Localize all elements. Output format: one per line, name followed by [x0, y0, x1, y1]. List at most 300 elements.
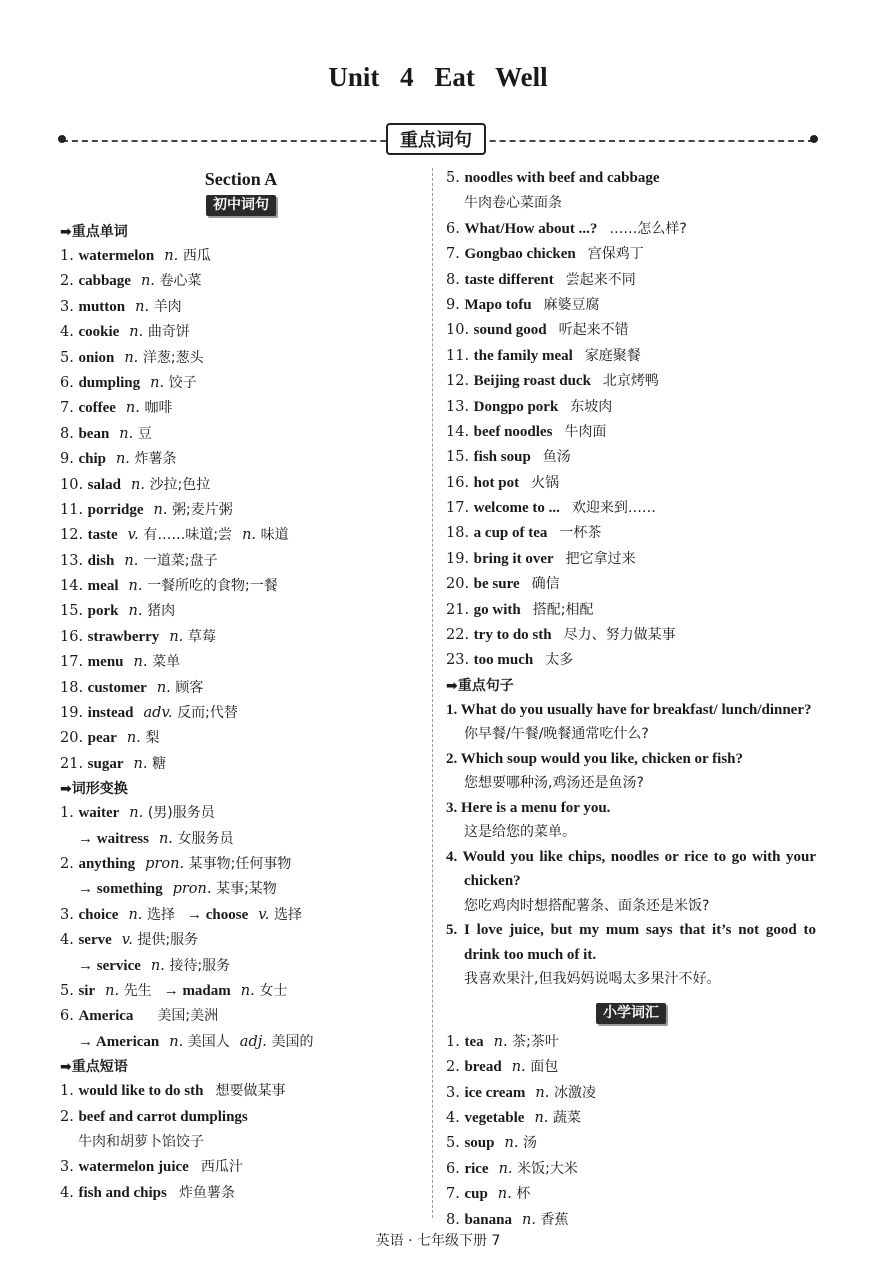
entry-word: Beijing roast duck: [473, 373, 591, 390]
sentences-list: [446, 698, 816, 992]
entry-number: 6.: [446, 1160, 465, 1177]
phrase-row: [60, 1155, 422, 1180]
entry-number: 20.: [446, 576, 474, 593]
entry-word: porridge: [87, 501, 144, 518]
entry-number: 4.: [446, 1109, 465, 1126]
entry-word: watermelon: [78, 248, 155, 264]
words-list: [60, 244, 422, 777]
entry-meaning: 听起来不错: [558, 322, 629, 339]
entry-number: 15.: [446, 449, 474, 466]
entry-number: 1.: [446, 1033, 465, 1050]
form-row: [60, 827, 422, 852]
entry-meaning: 某事;某物: [216, 881, 277, 898]
entry-number: 8.: [60, 425, 79, 442]
phrase-row: [60, 1079, 422, 1104]
entry-word: welcome to ...: [473, 500, 560, 517]
entry-meaning: 糖: [152, 755, 167, 772]
entry-meaning: 牛肉面: [564, 423, 607, 440]
phrases-list-left: [60, 1079, 422, 1206]
entry-pos: n.: [133, 755, 153, 772]
entry-word: → service: [78, 957, 141, 974]
entry-word: serve: [78, 932, 112, 949]
entry-pos: n.: [126, 730, 146, 747]
entry-pos: n.: [169, 1033, 188, 1050]
entry-word: cookie: [78, 324, 120, 341]
entry-number: 1.: [60, 805, 79, 822]
word-row: [60, 625, 422, 650]
entry-word: be sure: [473, 576, 520, 593]
entry-number: 12.: [60, 527, 88, 544]
page-footer: 英语 · 七年级下册 7: [375, 1233, 501, 1249]
entry-word: → waitress: [78, 830, 149, 847]
entry-meaning: 想要做某事: [215, 1083, 286, 1100]
word-row: [60, 371, 422, 396]
sentence-chinese: 您吃鸡肉时想搭配薯条、面条还是米饭?: [464, 897, 710, 914]
phrase-row: [60, 1105, 422, 1130]
entry-number: 11.: [446, 347, 474, 364]
entry-meaning: 沙拉;色拉: [149, 476, 211, 493]
entry-number: 3.: [446, 1084, 465, 1101]
entry-word: fish soup: [473, 449, 531, 466]
entry-number: 21.: [446, 601, 474, 618]
entry-pos: n.: [511, 1059, 531, 1076]
form-row: [60, 852, 422, 877]
phrase-row: [446, 217, 816, 242]
entry-number: 3.: [60, 298, 79, 315]
word-row: [60, 549, 422, 574]
entry-meaning: 接待;服务: [169, 957, 231, 974]
entry-number: 23.: [446, 652, 474, 669]
entry-number: 10.: [60, 476, 88, 493]
entry-word: Gongbao chicken: [464, 246, 576, 263]
phrase-row: [446, 572, 816, 597]
form-row: [60, 1004, 422, 1029]
phrase-row: [446, 344, 816, 369]
entry-meaning: 北京烤鸭: [602, 373, 659, 390]
entry-meaning: 美国人: [187, 1033, 230, 1050]
word-row: [60, 650, 422, 675]
entry-number: 4.: [60, 932, 79, 949]
entry-number: 1.: [60, 248, 79, 264]
entry-pos: n.: [124, 552, 143, 569]
entry-pos: n.: [493, 1033, 513, 1050]
phrase-translation: [446, 191, 816, 216]
sentence-english: 2. Which soup would you like, chicken or fish?: [446, 750, 744, 767]
entry-pos-2: n.: [242, 527, 261, 544]
entry-word: bread: [464, 1059, 502, 1076]
entry-number: 17.: [60, 654, 88, 671]
entry-number: 16.: [446, 474, 474, 491]
phrase-row: [446, 648, 816, 673]
entry-pos: n.: [169, 628, 188, 645]
word-row: [60, 320, 422, 345]
entry-word: tea: [464, 1033, 484, 1050]
word-row: [60, 752, 422, 777]
divider-dot-right: [810, 135, 818, 143]
entry-number: 9.: [446, 296, 465, 313]
entry-meaning: 把它拿过来: [565, 550, 636, 567]
entry-pos: n.: [128, 578, 148, 595]
entry-word: try to do sth: [473, 627, 552, 644]
sentence-english: 3. Here is a menu for you.: [446, 799, 611, 816]
entry-word: strawberry: [87, 628, 160, 645]
entry-meaning: 西瓜汁: [200, 1159, 243, 1176]
entry-number: 2.: [60, 273, 79, 290]
entry-word: rice: [464, 1160, 489, 1177]
word-row: [60, 701, 422, 726]
entry-meaning: 尝起来不同: [565, 271, 636, 288]
entry-pos: n.: [125, 400, 145, 417]
entry-word: meal: [87, 578, 119, 595]
primary-word-row: [446, 1055, 816, 1080]
entry-pos: n.: [497, 1186, 517, 1203]
word-row: [60, 726, 422, 751]
entry-pos: n.: [128, 603, 148, 620]
word-row: [60, 498, 422, 523]
entry-pos: n.: [150, 957, 170, 974]
entry-meaning: 有……味道;尝: [143, 527, 233, 544]
entry-word: cabbage: [78, 273, 131, 290]
entry-meaning-2: 美国的: [271, 1033, 314, 1050]
word-row: [60, 523, 422, 548]
phrases-list-right: [446, 166, 816, 674]
entry-word: fish and chips: [78, 1184, 167, 1201]
entry-meaning: 豆: [137, 425, 152, 442]
entry-meaning: 火锅: [531, 474, 560, 491]
entry-word: mutton: [78, 298, 126, 315]
entry-meaning: 咖啡: [144, 400, 173, 417]
entry-word: instead: [87, 705, 134, 722]
entry-pos: n.: [124, 349, 143, 366]
entry-word: What/How about ...?: [464, 220, 598, 237]
primary-words-list: [446, 1030, 816, 1233]
entry-number: 14.: [60, 578, 88, 595]
entry-word: coffee: [78, 400, 116, 417]
entry-pos: n.: [158, 830, 178, 847]
entry-meaning: 炸薯条: [134, 451, 177, 468]
sentence-chinese: 你早餐/午餐/晚餐通常吃什么?: [464, 726, 649, 743]
entry-number: 6.: [60, 1008, 79, 1025]
entry-meaning: 某事物;任何事物: [188, 855, 292, 872]
entry-meaning: 草莓: [187, 628, 216, 645]
section-banner: 重点词句: [386, 123, 486, 155]
divider-dot-left: [58, 135, 66, 143]
entry-number: 5.: [446, 170, 465, 186]
entry-word: chip: [78, 451, 106, 468]
entry-meaning: 香蕉: [540, 1211, 569, 1228]
entry-pos: n.: [105, 982, 124, 999]
entry-number: 6.: [446, 220, 465, 237]
entry-number: 4.: [60, 1184, 79, 1201]
entry-pos: adv.: [143, 705, 178, 722]
entry-number: 8.: [446, 1211, 465, 1228]
entry-meaning: 菜单: [152, 654, 181, 671]
heading-words: ➡重点单词: [60, 224, 128, 240]
phrase-row: [60, 1181, 422, 1206]
entry-meaning: 提供;服务: [137, 932, 199, 949]
entry-meaning: 蔬菜: [553, 1109, 581, 1126]
phrase-row: [446, 395, 816, 420]
entry-number: 18.: [446, 525, 474, 542]
entry-meaning: 曲奇饼: [147, 324, 190, 341]
entry-number: 5.: [60, 349, 79, 366]
entry-meaning: 美国;美洲: [157, 1008, 219, 1025]
entry-number: 2.: [60, 855, 79, 872]
heading-forms: ➡词形变换: [60, 781, 128, 798]
entry-number: 2.: [446, 1059, 465, 1076]
entry-word: beef noodles: [473, 423, 553, 440]
entry-word: too much: [473, 652, 534, 669]
word-row: [60, 422, 422, 447]
entry-meaning: 一道菜;盘子: [142, 552, 218, 569]
entry-meaning: 顾客: [175, 679, 204, 696]
entry-pos: n.: [129, 324, 148, 341]
form-row: [60, 979, 422, 1004]
entry-pos: n.: [164, 248, 183, 264]
entry-pos: v.: [121, 932, 138, 949]
entry-meaning: 汤: [523, 1135, 538, 1152]
left-column: [60, 166, 422, 1206]
entry-word: bring it over: [473, 550, 554, 567]
entry-meaning: 麻婆豆腐: [543, 296, 600, 313]
entry-word: pear: [87, 730, 117, 747]
entry-word: anything: [78, 855, 136, 872]
entry-word: cup: [464, 1186, 488, 1203]
entry-number: 19.: [60, 705, 88, 722]
entry-meaning: 东坡肉: [570, 398, 613, 415]
entry-meaning-2: 女士: [259, 982, 288, 999]
entry-meaning: 家庭聚餐: [584, 347, 641, 364]
phrase-row: [446, 598, 816, 623]
entry-number: 2.: [60, 1108, 79, 1125]
entry-word: menu: [87, 654, 124, 671]
heading-sentences: ➡重点句子: [446, 677, 514, 694]
heading-phrases: ➡重点短语: [60, 1059, 128, 1076]
entry-word: ice cream: [464, 1084, 526, 1101]
entry-meaning: 宫保鸡丁: [587, 246, 644, 263]
primary-word-row: [446, 1131, 816, 1156]
form-row: [60, 801, 422, 826]
entry-meaning: 一杯茶: [559, 525, 602, 542]
entry-meaning: 茶;茶叶: [512, 1033, 559, 1050]
phrase-row: [446, 445, 816, 470]
entry-meaning: 梨: [145, 730, 160, 747]
entry-number: 18.: [60, 679, 88, 696]
entry-number: 1.: [60, 1083, 79, 1100]
entry-word: hot pot: [473, 474, 520, 491]
entry-number: 16.: [60, 628, 88, 645]
entry-word: → American: [78, 1033, 160, 1050]
phrase-row: [446, 293, 816, 318]
entry-word: noodles with beef and cabbage: [464, 170, 660, 186]
entry-word: taste different: [464, 271, 554, 288]
entry-pos: n.: [535, 1084, 554, 1101]
entry-number: 19.: [446, 550, 474, 567]
word-row: [60, 295, 422, 320]
entry-meaning: 羊肉: [153, 298, 182, 315]
entry-meaning: 猪肉: [147, 603, 176, 620]
entry-meaning: ……怎么样?: [609, 220, 687, 237]
sentence-item: [446, 918, 816, 992]
tag-primary: 小学词汇: [596, 1003, 666, 1024]
entry-meaning: 牛肉卷心菜面条: [464, 195, 562, 212]
entry-number: 20.: [60, 730, 88, 747]
entry-pos-2: adj.: [239, 1033, 272, 1050]
entry-number: 7.: [60, 400, 79, 417]
entry-word: sound good: [473, 322, 547, 339]
entry-number: 14.: [446, 423, 474, 440]
form-row: [60, 877, 422, 902]
form-row: [60, 954, 422, 979]
entry-meaning: (男)服务员: [147, 805, 215, 822]
word-row: [60, 676, 422, 701]
right-column: [446, 166, 816, 1233]
entry-pos: v.: [127, 527, 144, 544]
entry-word: onion: [78, 349, 115, 366]
entry-meaning-2: 选择: [273, 906, 302, 923]
primary-word-row: [446, 1081, 816, 1106]
entry-meaning: 牛肉和胡萝卜馅饺子: [78, 1133, 204, 1150]
forms-list: [60, 801, 422, 1055]
primary-word-row: [446, 1157, 816, 1182]
entry-pos-2: v.: [258, 906, 274, 923]
phrase-row: [446, 420, 816, 445]
entry-meaning: 鱼汤: [542, 449, 571, 466]
entry-word: dish: [87, 552, 115, 569]
entry-number: 7.: [446, 246, 465, 263]
section-title: Section A: [204, 169, 278, 189]
entry-number: 8.: [446, 271, 465, 288]
entry-meaning: 米饭;大米: [517, 1160, 578, 1177]
word-row: [60, 269, 422, 294]
entry-word: sir: [78, 982, 96, 999]
entry-word-2: → madam: [163, 982, 231, 999]
entry-number: 4.: [60, 324, 79, 341]
primary-word-row: [446, 1030, 816, 1055]
entry-number: 6.: [60, 374, 79, 391]
entry-pos: n.: [153, 501, 173, 518]
form-row: [60, 1030, 422, 1055]
word-row: [60, 244, 422, 269]
entry-word: watermelon juice: [78, 1159, 189, 1176]
phrase-row: [446, 242, 816, 267]
entry-meaning: 女服务员: [177, 830, 234, 847]
entry-meaning: 饺子: [168, 374, 197, 391]
entry-number: 10.: [446, 322, 474, 339]
sentence-item: [446, 747, 816, 796]
entry-pos: n.: [156, 679, 176, 696]
entry-word: a cup of tea: [473, 525, 548, 542]
entry-meaning: 冰激凌: [553, 1084, 596, 1101]
entry-word: taste: [87, 527, 118, 544]
entry-word: Mapo tofu: [464, 296, 532, 313]
sentence-item: [446, 845, 816, 919]
entry-pos: n.: [131, 476, 150, 493]
entry-pos: n.: [129, 805, 148, 822]
sentence-english: 4. Would you like chips, noodles or rice to go with your chicken?: [446, 848, 816, 890]
entry-pos: n.: [119, 425, 138, 442]
entry-meaning: 欢迎来到……: [571, 500, 656, 517]
phrase-row: [446, 369, 816, 394]
entry-word: choice: [78, 906, 119, 923]
entry-word: banana: [464, 1211, 512, 1228]
entry-word: go with: [473, 601, 521, 618]
form-row: [60, 903, 422, 928]
word-row: [60, 396, 422, 421]
entry-word: salad: [87, 476, 122, 493]
entry-pos-2: n.: [240, 982, 260, 999]
tag-junior: 初中词句: [206, 195, 276, 216]
phrase-row: [446, 547, 816, 572]
entry-word: sugar: [87, 755, 124, 772]
entry-meaning: 搭配;相配: [532, 601, 594, 618]
entry-word: Dongpo pork: [473, 398, 559, 415]
sentence-chinese: 这是给您的菜单。: [464, 824, 576, 841]
entry-word: bean: [78, 425, 110, 442]
entry-number: 21.: [60, 755, 88, 772]
page-title: Unit 4 Eat Well: [328, 62, 548, 92]
entry-meaning: 杯: [516, 1186, 531, 1203]
entry-number: 13.: [446, 398, 474, 415]
entry-number: 12.: [446, 373, 474, 390]
entry-meaning: 炸鱼薯条: [178, 1184, 235, 1201]
entry-number: 5.: [446, 1135, 465, 1152]
entry-number: 13.: [60, 552, 88, 569]
entry-pos: pron.: [172, 881, 217, 898]
column-divider: [432, 168, 433, 1218]
entry-pos: n.: [521, 1211, 541, 1228]
entry-pos: n.: [504, 1135, 524, 1152]
entry-meaning: 确信: [531, 576, 560, 593]
phrase-row: [446, 623, 816, 648]
entry-pos: n.: [150, 374, 169, 391]
form-row: [60, 928, 422, 953]
entry-word: the family meal: [473, 347, 573, 364]
entry-number: 3.: [60, 906, 79, 923]
entry-meaning: 面包: [530, 1059, 559, 1076]
entry-word: would like to do sth: [78, 1083, 204, 1100]
sentence-item: [446, 698, 816, 747]
entry-pos: n.: [115, 451, 135, 468]
entry-number: 22.: [446, 627, 474, 644]
entry-word: customer: [87, 679, 147, 696]
phrase-row: [446, 471, 816, 496]
entry-number: 7.: [446, 1186, 465, 1203]
word-row: [60, 473, 422, 498]
phrase-row: [446, 268, 816, 293]
sentence-item: [446, 796, 816, 845]
entry-word: waiter: [78, 805, 120, 822]
entry-word: → something: [78, 881, 163, 898]
entry-meaning: 先生: [123, 982, 152, 999]
entry-number: 15.: [60, 603, 88, 620]
entry-pos: pron.: [145, 855, 189, 872]
entry-meaning: 西瓜: [182, 248, 211, 264]
entry-word: vegetable: [464, 1109, 525, 1126]
entry-meaning: 太多: [545, 652, 574, 669]
sentence-english: 5. I love juice, but my mum says that it’s not good to drink too much of it.: [446, 922, 816, 963]
entry-word: pork: [87, 603, 119, 620]
entry-number: 17.: [446, 500, 474, 517]
sentence-chinese: 您想要哪种汤,鸡汤还是鱼汤?: [464, 775, 644, 792]
phrase-translation: [60, 1130, 422, 1155]
entry-pos: n.: [534, 1109, 553, 1126]
entry-meaning: 尽力、努力做某事: [563, 627, 676, 644]
entry-word: dumpling: [78, 374, 141, 391]
entry-meaning: 洋葱;葱头: [142, 349, 204, 366]
entry-pos: n.: [133, 654, 153, 671]
sentence-english: 1. What do you usually have for breakfast/ lunch/dinner?: [446, 701, 812, 718]
